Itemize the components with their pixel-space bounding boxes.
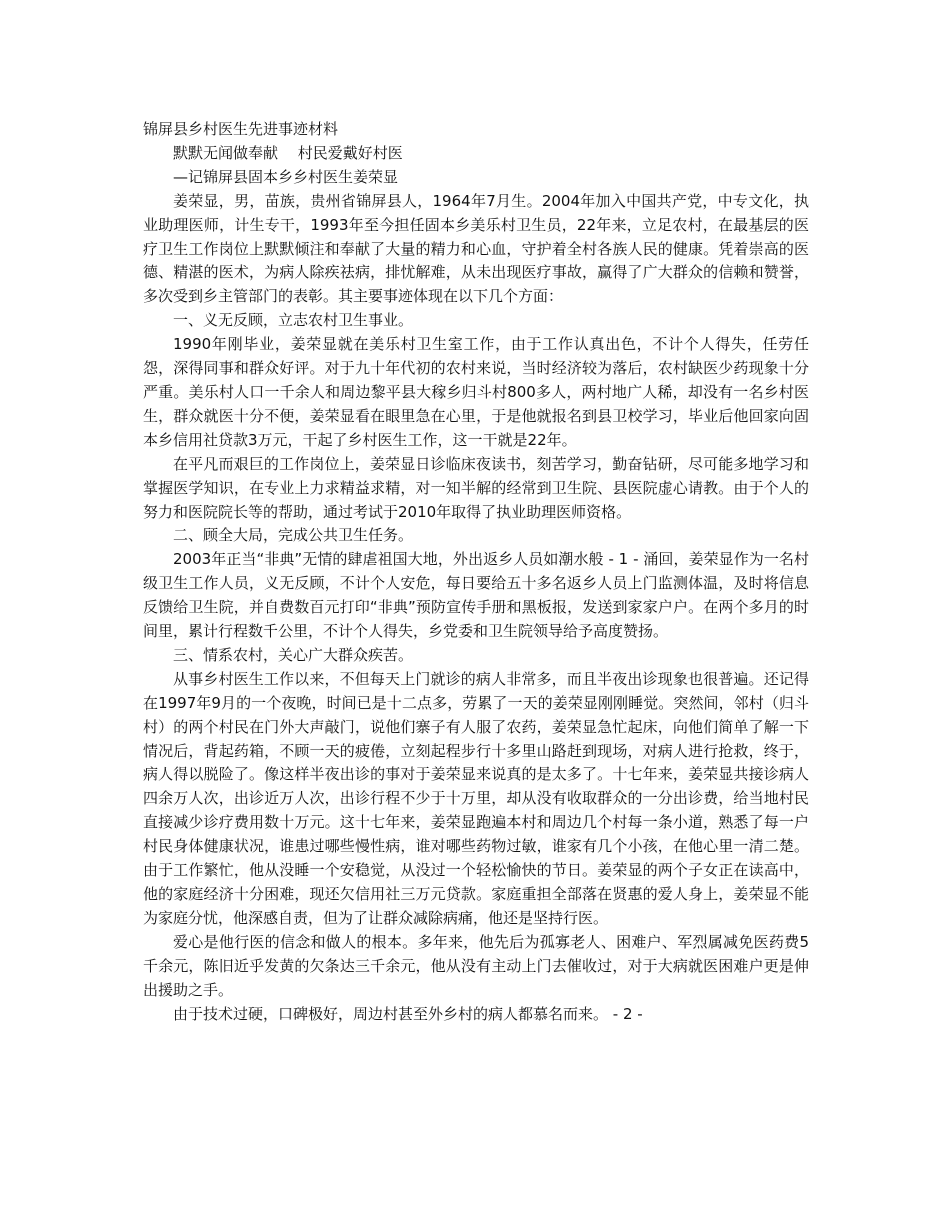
article-headline: 默默无闻做奉献 村民爱戴好村医 bbox=[173, 143, 403, 162]
paragraph-section1-b: 在平凡而艰巨的工作岗位上，姜荣显日诊临床夜读书，刻苦学习，勤奋钻研，尽可能多地学习和掌握医学知识，在专业上力求精益求精，对一知半解的经常到卫生院、县医院虚心请教。由于个人的努力和医院院长等的帮助，通过考试于2010年取得了执业助理医师资格。 bbox=[143, 454, 809, 521]
document-title: 锦屏县乡村医生先进事迹材料 bbox=[143, 120, 339, 138]
paragraph-section3-c: 由于技术过硬，口碑极好，周边村甚至外乡村的病人都慕名而来。 - 2 - bbox=[173, 1004, 643, 1023]
article-subheadline: —记锦屏县固本乡乡村医生姜荣显 bbox=[173, 167, 399, 186]
document-page bbox=[143, 118, 809, 1026]
paragraph-section3-b: 爱心是他行医的信念和做人的根本。多年来，他先后为孤寡老人、困难户、军烈属减免医药费5千余元，陈旧近乎发黄的欠条达三千余元，他从没有主动上门去催收过，对于大病就医困难户更是伸出援助之手。 bbox=[143, 932, 809, 999]
paragraph-section2: 2003年正当“非典”无情的肆虐祖国大地，外出返乡人员如潮水般 - 1 - 涌回，姜荣显作为一名村级卫生工作人员，义无反顾，不计个人安危，每日要给五十多名返乡人员上门监测体温，及时将信息反馈给卫生院，并自费数百元打印“非典”预防宣传手册和黑板报，发送到家家户户。在两个多月的时间里，累计行程数千公里，不计个人得失，乡党委和卫生院领导给予高度赞扬。 bbox=[143, 550, 809, 641]
section-heading-3: 三、情系农村，关心广大群众疾苦。 bbox=[173, 645, 414, 664]
paragraph-section3-a: 从事乡村医生工作以来，不但每天上门就诊的病人非常多，而且半夜出诊现象也很普遍。还记得在1997年9月的一个夜晚，时间已是十二点多，劳累了一天的姜荣显刚刚睡觉。突然间，邻村（归斗村）的两个村民在门外大声敲门，说他们寨子有人服了农药，姜荣显急忙起床，向他们简单了解一下情况后，背起药箱，不顾一天的疲倦，立刻起程步行十多里山路赶到现场，对病人进行抢救，终于，病人得以脱险了。像这样半夜出诊的事对于姜荣显来说真的是太多了。十七年来，姜荣显共接诊病人四余万人次，出诊近万人次，出诊行程不少于十万里，却从没有收取群众的一分出诊费，给当地村民直接减少诊疗费用数十万元。这十七年来，姜荣显跑遍本村和周边几个村每一条小道，熟悉了每一户村民身体健康状况，谁患过哪些慢性病，谁对哪些药物过敏，谁家有几个小孩，在他心里一清二楚。由于工作繁忙，他从没睡一个安稳觉，从没过一个轻松愉快的节日。姜荣显的两个子女正在读高中，他的家庭经济十分困难，现还欠信用社三万元贷款。家庭重担全部落在贤惠的爱人身上，姜荣显不能为家庭分忧，他深感自责，但为了让群众减除病痛，他还是坚持行医。 bbox=[143, 669, 809, 927]
paragraph-intro: 姜荣显，男，苗族，贵州省锦屏县人，1964年7月生。2004年加入中国共产党，中专文化，执业助理医师，计生专干，1993年至今担任固本乡美乐村卫生员，22年来，立足农村，在最基层的医疗卫生工作岗位上默默倾注和奉献了大量的精力和心血，守护着全村各族人民的健康。凭着崇高的医德、精湛的医术，为病人除疾祛病，排忧解难，从未出现医疗事故，赢得了广大群众的信赖和赞誉，多次受到乡主管部门的表彰。其主要事迹体现在以下几个方面： bbox=[143, 191, 809, 306]
paragraph-section1-a: 1990年刚毕业，姜荣显就在美乐村卫生室工作，由于工作认真出色，不计个人得失，任劳任怨，深得同事和群众好评。对于九十年代初的农村来说，当时经济较为落后，农村缺医少药现象十分严重。美乐村人口一千余人和周边黎平县大稼乡归斗村800多人，两村地广人稀，却没有一名乡村医生，群众就医十分不便，姜荣显看在眼里急在心里，于是他就报名到县卫校学习，毕业后他回家向固本乡信用社贷款3万元，干起了乡村医生工作，这一干就是22年。 bbox=[143, 335, 809, 449]
section-heading-2: 二、顾全大局，完成公共卫生任务。 bbox=[173, 526, 414, 545]
section-heading-1: 一、义无反顾，立志农村卫生事业。 bbox=[173, 311, 414, 330]
